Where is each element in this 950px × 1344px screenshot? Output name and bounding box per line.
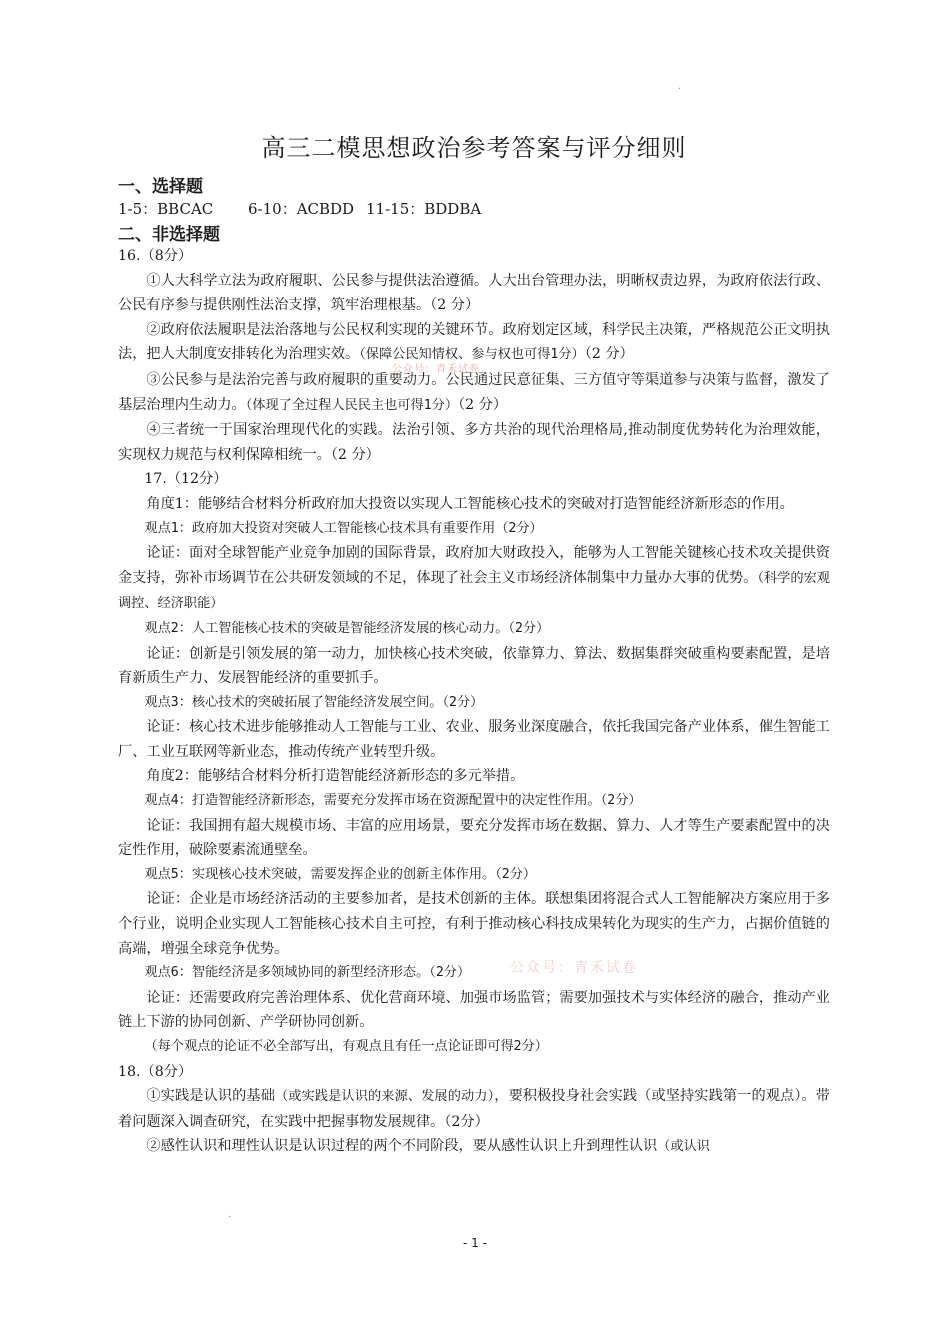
- q16-point-3: [118, 368, 830, 418]
- q18-point-2: [118, 1134, 830, 1160]
- q17-angle-1: 角度1：能够结合材料分析政府加大投资以实现人工智能核心技术的突破对打造智能经济新形态的作用。: [146, 495, 794, 512]
- speck-mark-bottom: ·: [228, 1212, 232, 1223]
- section-heading-nonchoice: 二、非选择题: [118, 225, 220, 245]
- q16-point-2-score: （2 分）: [584, 346, 634, 363]
- q16-point-3-note: （体现了全过程人民民主也可得1分）: [245, 397, 459, 413]
- q18-point-1-rest: ，要积极投身社会实践（或坚持实践第一的观点）。带着问题深入调查研究，在实践中把握事物发展规律。（2分）: [118, 1088, 830, 1130]
- q18-heading: 18.（8分）: [118, 1063, 193, 1080]
- q16-point-3-text: ③公民参与是法治完善与政府履职的重要动力。公民通过民意征集、三方值守等渠道参与决策与监督，激发了基层治理内生动力。: [118, 371, 830, 413]
- q17-argument-2: 论证：创新是引领发展的第一动力，加快核心技术突破，依靠算力、算法、数据集群突破重构要素配置，是培育新质生产力、发展智能经济的重要抓手。: [118, 645, 830, 687]
- q17-heading: 17.（12分）: [144, 471, 228, 488]
- q17-viewpoint-4: 观点4：打造智能经济新形态，需要充分发挥市场在资源配置中的决定性作用。（2分）: [144, 793, 642, 809]
- q17-viewpoint-6: 观点6：智能经济是多领域协同的新型经济形态。（2分）: [144, 965, 471, 981]
- q16-point-4: ④三者统一于国家治理现代化的实践。法治引领、多方共治的现代治理格局,推动制度优势转化为治理效能，实现权力规范与权利保障相统一。（2 分）: [118, 422, 830, 463]
- speck-mark: ·: [678, 84, 682, 95]
- q18-point-1-text: ①实践是认识的基础: [146, 1088, 275, 1105]
- q16-heading: 16.（8分）: [118, 248, 193, 264]
- answers-1-5: 1-5：BBCAC: [118, 200, 214, 218]
- q18-point-2-text: ②感性认识和理性认识是认识过程的两个不同阶段，要从感性认识上升到理性认识: [146, 1138, 658, 1155]
- q16-point-2-note: （保障公民知情权、参与权也可得1分）: [359, 347, 585, 363]
- q17-argument-1: [118, 541, 830, 617]
- q17-angle-2: 角度2：能够结合材料分析打造智能经济新形态的多元举措。: [146, 768, 525, 785]
- q17-viewpoint-2: 观点2：人工智能核心技术的突破是智能经济发展的核心动力。（2分）: [144, 620, 550, 636]
- answers-6-10: 6-10：ACBDD: [248, 200, 355, 218]
- q17-scoring-note: （每个观点的论证不必全部写出，有观点且有任一点论证即可得2分）: [144, 1039, 548, 1054]
- q18-point-1: [118, 1084, 830, 1134]
- answer-body: [118, 244, 830, 1160]
- section-heading-choice: 一、选择题: [118, 177, 203, 197]
- q17-argument-1-text: 论证：面对全球智能产业竞争加剧的国际背景，政府加大财政投入，能够为人工智能关键核心技术攻关提供资金支持，弥补市场调节在公共研发领域的不足，体现了社会主义市场经济体制集中力量办大事的优势。: [118, 545, 830, 586]
- q17-argument-5: 论证：企业是市场经济活动的主要参加者，是技术创新的主体。联想集团将混合式人工智能解决方案应用于多个行业，说明企业实现人工智能核心技术自主可控，有利于推动核心科技成果转化为现实的生产力，占据价值链的高端，增强全球竞争优势。: [118, 891, 830, 957]
- q16-point-3-score: （2 分）: [458, 396, 508, 413]
- answers-11-15: 11-15：BDDBA: [366, 200, 482, 218]
- q16-point-2-text: ②政府依法履职是法治落地与公民权利实现的关键环节。政府划定区域，科学民主决策，严格规范公正文明执法，把人大制度安排转化为治理实效。: [118, 321, 830, 363]
- q16-point-1: ①人大科学立法为政府履职、公民参与提供法治遵循。人大出台管理办法，明晰权责边界，为政府依法行政、公民有序参与提供刚性法治支撑，筑牢治理根基。（2 分）: [118, 272, 830, 314]
- q17-argument-4: 论证：我国拥有超大规模市场、丰富的应用场景，要充分发挥市场在数据、算力、人才等生产要素配置中的决定性作用，破除要素流通壁垒。: [118, 817, 830, 859]
- q17-viewpoint-5: 观点5：实现核心技术突破，需要发挥企业的创新主体作用。（2分）: [144, 866, 537, 882]
- page-number: - 1 -: [463, 1236, 487, 1250]
- q17-argument-3: 论证：核心技术进步能够推动人工智能与工业、农业、服务业深度融合，依托我国完备产业体系，催生智能工厂、工业互联网等新业态，推动传统产业转型升级。: [118, 719, 830, 760]
- page-title: 高三二模思想政治参考答案与评分细则: [261, 134, 687, 162]
- q18-point-2-note: （或认识: [657, 1139, 710, 1155]
- q17-argument-1-note: （科学的宏观调控、经济职能）: [118, 570, 830, 612]
- choice-answers: [118, 198, 481, 219]
- q17-viewpoint-3: 观点3：核心技术的突破拓展了智能经济发展空间。（2分）: [144, 694, 484, 710]
- q17-argument-6: 论证：还需要政府完善治理体系、优化营商环境、加强市场监管；需要加强技术与实体经济的融合，推动产业链上下游的协同创新、产学研协同创新。: [118, 989, 830, 1031]
- watermark-middle: 公众号：青禾试卷: [510, 960, 638, 976]
- q18-point-1-note: （或实践是认识的来源、发展的动力）: [274, 1089, 495, 1105]
- q17-viewpoint-1: 观点1：政府加大投资对突破人工智能核心技术具有重要作用（2分）: [144, 520, 543, 536]
- watermark-top: 公众号：青禾试卷: [392, 364, 480, 375]
